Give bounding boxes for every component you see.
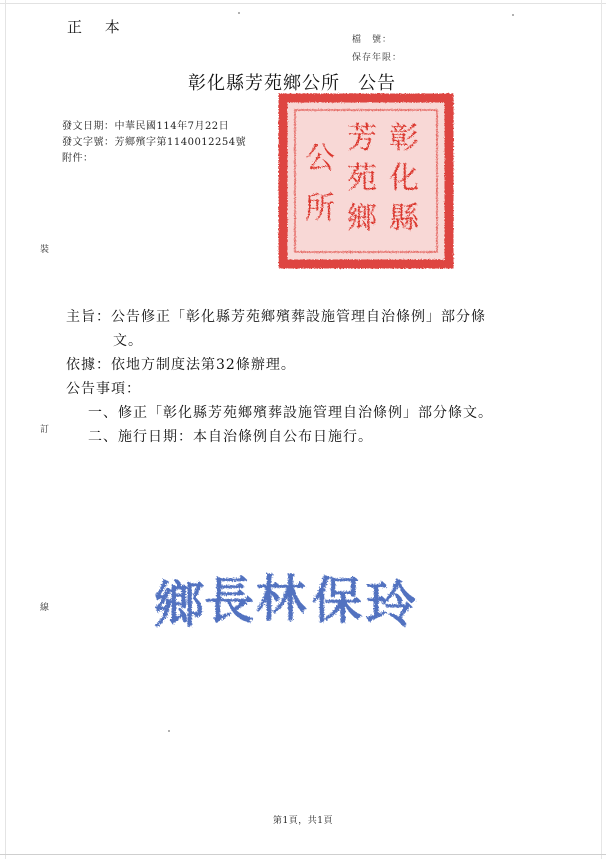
file-number-label: 檔 號： (352, 35, 393, 45)
svg-text:鄉: 鄉 (347, 201, 377, 236)
svg-text:彰: 彰 (389, 121, 419, 156)
svg-text:保: 保 (312, 571, 362, 630)
binding-mark-middle: 訂 (40, 425, 50, 435)
subject-line-2: 文。 (113, 333, 143, 349)
copy-mark: 正 本 (67, 18, 129, 36)
page-number: 第1頁，共1頁 (273, 816, 333, 826)
scan-speck (238, 12, 240, 14)
issue-date: 發文日期：中華民國114年7月22日 (62, 121, 230, 132)
mayor-signature-stamp (152, 560, 422, 642)
svg-text:玲: 玲 (366, 575, 416, 634)
attachment-label: 附件： (62, 153, 94, 164)
svg-text:林: 林 (256, 569, 306, 628)
agency-name: 彰化縣芳苑鄉公所 (188, 73, 340, 94)
official-seal (275, 92, 457, 272)
announcement-item-1: 一、修正「彰化縣芳苑鄉殯葬設施管理自治條例」部分條文。 (88, 405, 493, 421)
announcement-items-heading: 公告事項： (66, 381, 141, 397)
svg-text:所: 所 (305, 191, 335, 226)
svg-text:化: 化 (389, 161, 419, 196)
svg-text:芳: 芳 (347, 121, 377, 156)
bottom-border (0, 854, 606, 855)
basis-line: 依據：依地方制度法第32條辦理。 (66, 357, 296, 373)
subject-line-1: 主旨：公告修正「彰化縣芳苑鄉殯葬設施管理自治條例」部分條 (66, 309, 486, 325)
svg-text:苑: 苑 (347, 161, 377, 196)
retention-period-label: 保存年限： (352, 53, 403, 63)
left-border (5, 0, 6, 859)
svg-text:鄉: 鄉 (154, 575, 204, 634)
binding-mark-top: 裝 (40, 245, 50, 255)
document-type: 公告 (358, 73, 396, 94)
binding-mark-bottom: 線 (40, 603, 50, 613)
announcement-item-2: 二、施行日期：本自治條例自公布日施行。 (88, 429, 373, 445)
right-border (601, 0, 602, 859)
reference-number: 發文字號：芳鄉殯字第1140012254號 (62, 137, 247, 148)
svg-text:公: 公 (305, 141, 335, 176)
scan-speck (512, 14, 514, 16)
top-border (0, 3, 606, 4)
svg-text:縣: 縣 (389, 201, 419, 236)
svg-text:長: 長 (204, 571, 254, 630)
scan-speck (168, 730, 170, 732)
